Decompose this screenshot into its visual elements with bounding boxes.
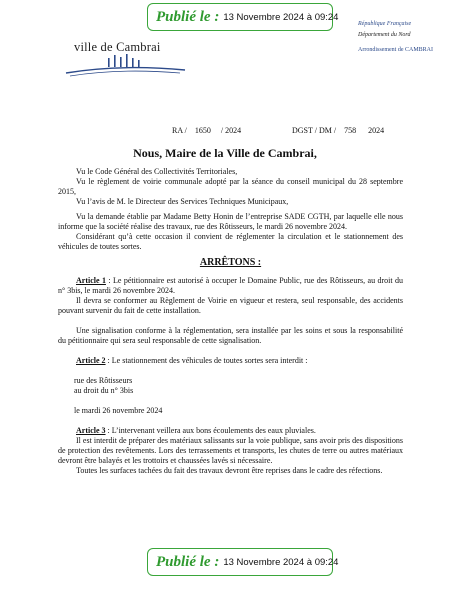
arrondissement-label: Arrondissement de CAMBRAI xyxy=(358,47,433,53)
republique-label: République Française xyxy=(358,21,412,27)
article-3 xyxy=(58,426,403,436)
article-2 xyxy=(58,356,403,366)
logo-skyline-icon xyxy=(60,40,190,80)
article-3-text: : L’intervenant veillera aux bons écoulements des eaux pluviales. xyxy=(105,426,316,435)
preamble-line: Vu l’avis de M. le Directeur des Services Techniques Municipaux, xyxy=(76,197,289,206)
publication-stamp-top xyxy=(147,3,339,31)
preamble-line: Considérant qu’à cette occasion il convient de réglementer la circulation et le stationnement des véhicules de toutes sortes. xyxy=(58,232,403,251)
article-2-label: Article 2 xyxy=(76,356,106,365)
article-1-text: : Le pétitionnaire est autorisé à occuper le Domaine Public, rue des Rôtisseurs, au droit du n° 3bis, le mardi 26 novembre 2024. xyxy=(58,276,403,295)
article-2-street: rue des Rôtisseurs xyxy=(74,376,133,385)
preamble-line: Vu le règlement de voirie communale adopté par la séance du conseil municipal du 28 septembre 2015, xyxy=(58,177,403,196)
article-1 xyxy=(58,276,403,296)
stamp-label: Publié le : xyxy=(156,553,220,570)
arretons-heading: ARRÊTONS : xyxy=(199,257,262,268)
city-logo xyxy=(60,40,190,80)
document-body xyxy=(58,167,403,476)
logo-text: ville de Cambrai xyxy=(74,40,161,54)
publication-stamp-bottom xyxy=(147,548,339,576)
article-3-label: Article 3 xyxy=(76,426,106,435)
page-title: Nous, Maire de la Ville de Cambrai, xyxy=(133,146,317,160)
article-3-paragraph: Toutes les surfaces tachées du fait des travaux devront être reprises dans le cadre des réfections. xyxy=(76,466,383,475)
article-1-label: Article 1 xyxy=(76,276,106,285)
article-2-date: le mardi 26 novembre 2024 xyxy=(74,406,163,415)
reference-ra: RA / 1650 / 2024 xyxy=(172,126,242,135)
administrative-header xyxy=(358,20,438,54)
article-3-paragraph: Il est interdit de préparer des matériaux salissants sur la voie publique, sans avoir pris des dispositions de protection des revêtements. Lors des terrassements et transports, les chutes de terre ou autres matériaux devront être balayés et les trottoirs et chaussées lavés si nécessaire. xyxy=(58,436,403,465)
article-2-number: au droit du n° 3bis xyxy=(74,386,134,395)
preamble-line: Vu le Code Général des Collectivités Territoriales, xyxy=(76,167,238,176)
stamp-date: 13 Novembre 2024 à 09:24 xyxy=(223,556,339,568)
article-1-paragraph: Il devra se conformer au Règlement de Voirie en vigueur et restera, seul responsable, des accidents pouvant survenir du fait de cette installation. xyxy=(58,296,403,315)
article-1-paragraph: Une signalisation conforme à la réglementation, sera installée par les soins et sous la responsabilité du pétitionnaire qui sera seul responsable de cette signalisation. xyxy=(58,326,403,345)
stamp-label: Publié le : xyxy=(156,8,220,25)
stamp-date: 13 Novembre 2024 à 09:24 xyxy=(223,11,339,23)
reference-dgst: DGST / DM / 758 2024 xyxy=(292,126,385,135)
preamble-line: Vu la demande établie par Madame Betty Honin de l’entreprise SADE CGTH, par laquelle elle nous informe que la société réalise des travaux, rue des Rôtisseurs, le mardi 26 novembre 2024. xyxy=(58,212,403,231)
departement-label: Département du Nord xyxy=(358,32,411,38)
article-2-text: : Le stationnement des véhicules de toutes sortes sera interdit : xyxy=(105,356,308,365)
